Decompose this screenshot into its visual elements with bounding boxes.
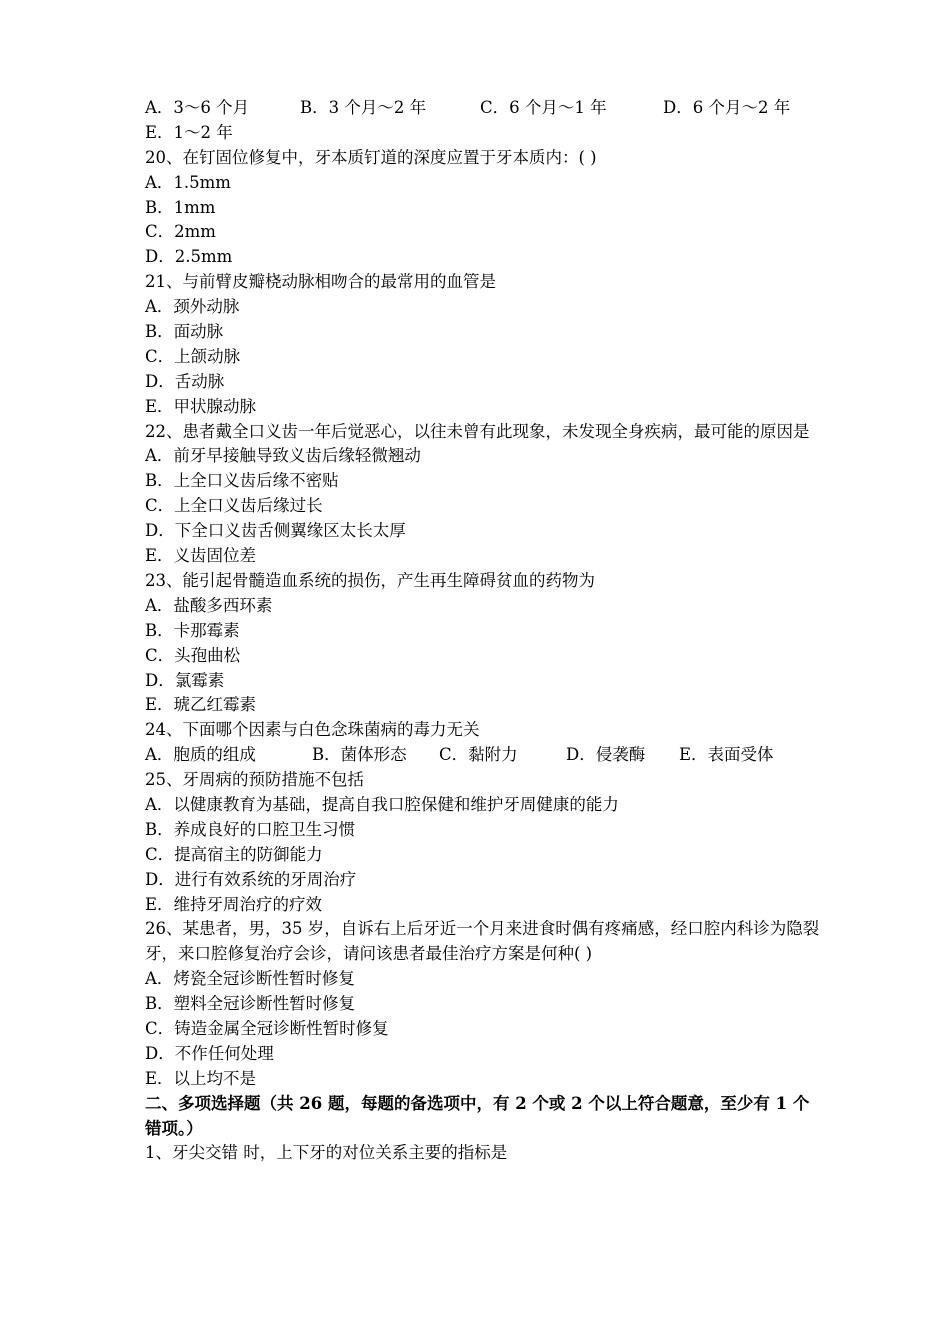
option: C．黏附力 bbox=[439, 745, 518, 765]
option-row bbox=[145, 743, 825, 768]
question-stem: 21、与前臂皮瓣桡动脉相吻合的最常用的血管是 bbox=[145, 272, 496, 292]
question-stem: 23、能引起骨髓造血系统的损伤，产生再生障碍贫血的药物为 bbox=[145, 570, 595, 590]
option: B．塑料全冠诊断性暂时修复 bbox=[145, 994, 356, 1014]
option: E．表面受体 bbox=[679, 745, 774, 765]
question-stem: 20、在钉固位修复中，牙本质钉道的深度应置于牙本质内：( ) bbox=[145, 147, 597, 167]
option: B．菌体形态 bbox=[312, 745, 407, 765]
question-stem: 22、患者戴全口义齿一年后觉恶心，以往未曾有此现象，未发现全身疾病，最可能的原因是 bbox=[145, 421, 810, 441]
option: C．上全口义齿后缘过长 bbox=[145, 496, 323, 516]
option: B．上全口义齿后缘不密贴 bbox=[145, 471, 339, 491]
option: C．头孢曲松 bbox=[145, 645, 241, 665]
option: C．2mm bbox=[145, 222, 216, 242]
option: A．烤瓷全冠诊断性暂时修复 bbox=[145, 969, 355, 989]
option: D．氯霉素 bbox=[145, 670, 225, 690]
option: D．2.5mm bbox=[145, 247, 233, 267]
option: B．1mm bbox=[145, 197, 216, 217]
option: E．以上均不是 bbox=[145, 1068, 257, 1088]
option: A．颈外动脉 bbox=[145, 297, 240, 317]
document-page bbox=[145, 96, 825, 1166]
option: A．盐酸多西环素 bbox=[145, 595, 273, 615]
option: A．3～6 个月 bbox=[145, 98, 250, 117]
option: E．1～2 年 bbox=[145, 122, 233, 142]
question-stem: 26、某患者，男，35 岁，自诉右上后牙近一个月来进食时偶有疼痛感，经口腔内科诊为隐裂牙，来口腔修复治疗会诊，请问该患者最佳治疗方案是何种( ) bbox=[145, 919, 820, 964]
section-heading: 二、多项选择题（共 26 题，每题的备选项中，有 2 个或 2 个以上符合题意，至少有 1 个错项。） bbox=[145, 1093, 810, 1138]
option: C．提高宿主的防御能力 bbox=[145, 844, 323, 864]
option: A．前牙早接触导致义齿后缘轻微翘动 bbox=[145, 446, 421, 466]
option: B．面动脉 bbox=[145, 322, 224, 342]
option: B．卡那霉素 bbox=[145, 620, 240, 640]
option: C．上颌动脉 bbox=[145, 346, 241, 366]
option-row bbox=[145, 96, 825, 121]
option: D．下全口义齿舌侧翼缘区太长太厚 bbox=[145, 521, 406, 541]
question-stem: 25、牙周病的预防措施不包括 bbox=[145, 770, 364, 790]
option: A．1.5mm bbox=[145, 172, 231, 192]
option: E．琥乙红霉素 bbox=[145, 695, 257, 715]
option: B．养成良好的口腔卫生习惯 bbox=[145, 819, 356, 839]
question-stem: 1、牙尖交错 时，上下牙的对位关系主要的指标是 bbox=[145, 1143, 508, 1163]
option: C．铸造金属全冠诊断性暂时修复 bbox=[145, 1019, 389, 1038]
option: D．侵袭酶 bbox=[566, 745, 646, 765]
question-stem: 24、下面哪个因素与白色念珠菌病的毒力无关 bbox=[145, 720, 480, 740]
option: E．义齿固位差 bbox=[145, 546, 257, 566]
option: E．甲状腺动脉 bbox=[145, 396, 257, 416]
option: C．6 个月～1 年 bbox=[480, 98, 607, 117]
option: D．6 个月～2 年 bbox=[663, 98, 791, 117]
option: A．以健康教育为基础，提高自我口腔保健和维护牙周健康的能力 bbox=[145, 794, 619, 814]
option: D．进行有效系统的牙周治疗 bbox=[145, 869, 357, 889]
option: E．维持牙周治疗的疗效 bbox=[145, 894, 323, 914]
option: A．胞质的组成 bbox=[145, 745, 256, 765]
option: B．3 个月～2 年 bbox=[300, 98, 427, 117]
option: D．不作任何处理 bbox=[145, 1043, 274, 1063]
option: D．舌动脉 bbox=[145, 371, 225, 391]
